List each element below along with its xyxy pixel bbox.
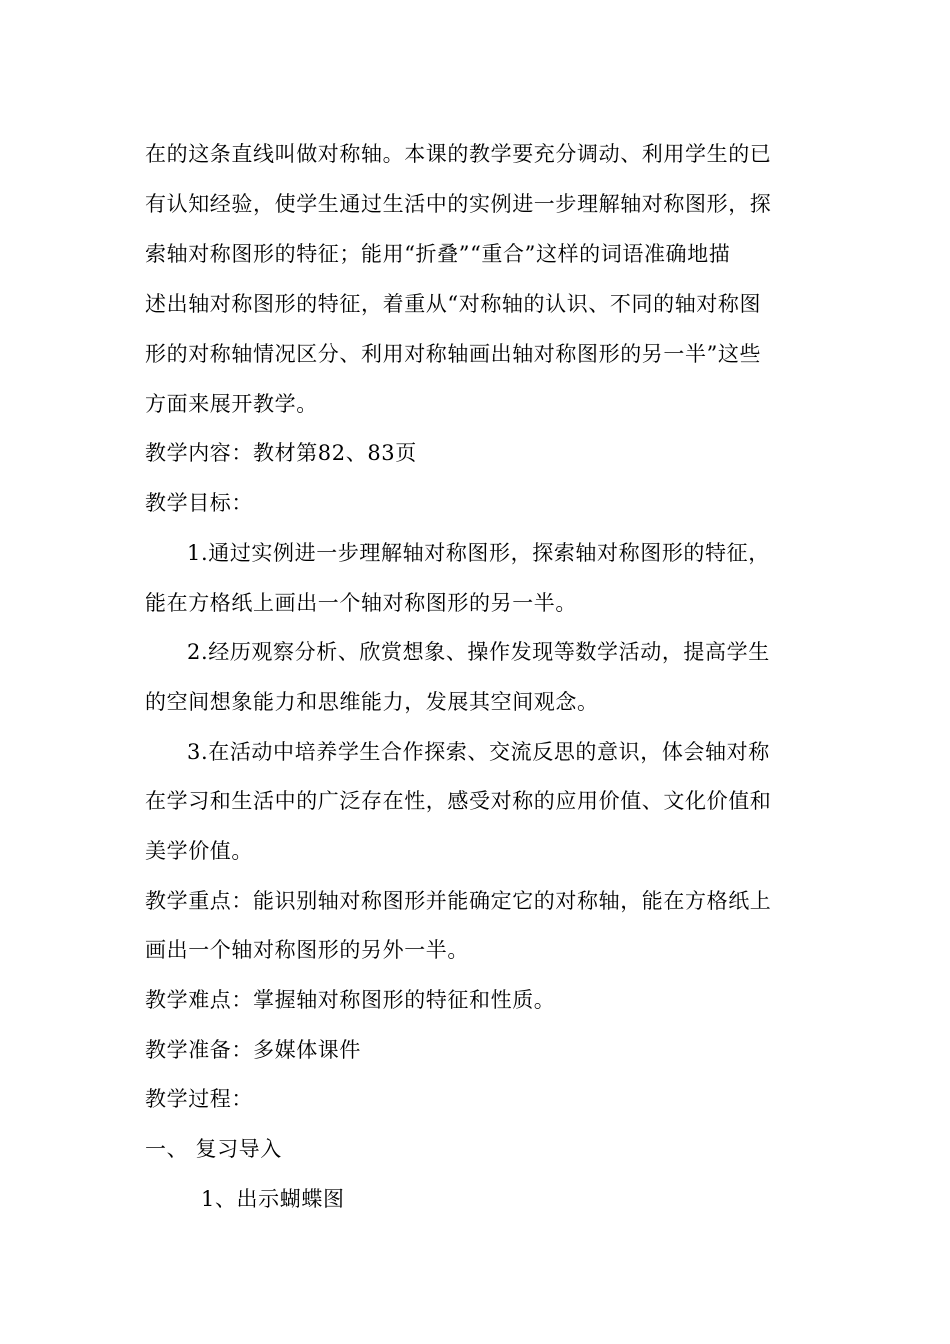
key-points-line-2: 画出一个轴对称图形的另外一半。	[145, 938, 469, 962]
goal-3-line-2: 在学习和生活中的广泛存在性，感受对称的应用价值、文化价值和	[145, 789, 772, 813]
process-heading: 教学过程：	[145, 1087, 253, 1111]
intro-line-3: 索轴对称图形的特征；能用“折叠”“重合”这样的词语准确地描	[145, 242, 731, 266]
goal-3-line-3: 美学价值。	[145, 839, 253, 863]
intro-line-2: 有认知经验，使学生通过生活中的实例进一步理解轴对称图形，探	[145, 192, 772, 216]
key-points-line-1: 教学重点：能识别轴对称图形并能确定它的对称轴，能在方格纸上	[145, 889, 772, 913]
goal-2-line-1: 2.经历观察分析、欣赏想象、操作发现等数学活动，提高学生	[187, 640, 770, 664]
preparation: 教学准备：多媒体课件	[145, 1038, 361, 1062]
goal-1-line-2: 能在方格纸上画出一个轴对称图形的另一半。	[145, 591, 577, 615]
process-section-1: 一、 复习导入	[145, 1137, 282, 1161]
goal-3-line-1: 3.在活动中培养学生合作探索、交流反思的意识，体会轴对称	[187, 740, 770, 764]
process-step-1: 1、出示蝴蝶图	[201, 1187, 345, 1211]
intro-line-6: 方面来展开教学。	[145, 392, 318, 416]
goal-2-line-2: 的空间想象能力和思维能力，发展其空间观念。	[145, 690, 599, 714]
teaching-content: 教学内容：教材第82、83页	[145, 441, 417, 465]
difficulty: 教学难点：掌握轴对称图形的特征和性质。	[145, 988, 556, 1012]
goals-heading: 教学目标：	[145, 491, 253, 515]
intro-line-4: 述出轴对称图形的特征，着重从“对称轴的认识、不同的轴对称图	[145, 292, 762, 316]
intro-line-1: 在的这条直线叫做对称轴。本课的教学要充分调动、利用学生的已	[145, 142, 772, 166]
intro-line-5: 形的对称轴情况区分、利用对称轴画出轴对称图形的另一半”这些	[145, 342, 762, 366]
goal-1-line-1: 1.通过实例进一步理解轴对称图形，探索轴对称图形的特征，	[187, 541, 770, 565]
